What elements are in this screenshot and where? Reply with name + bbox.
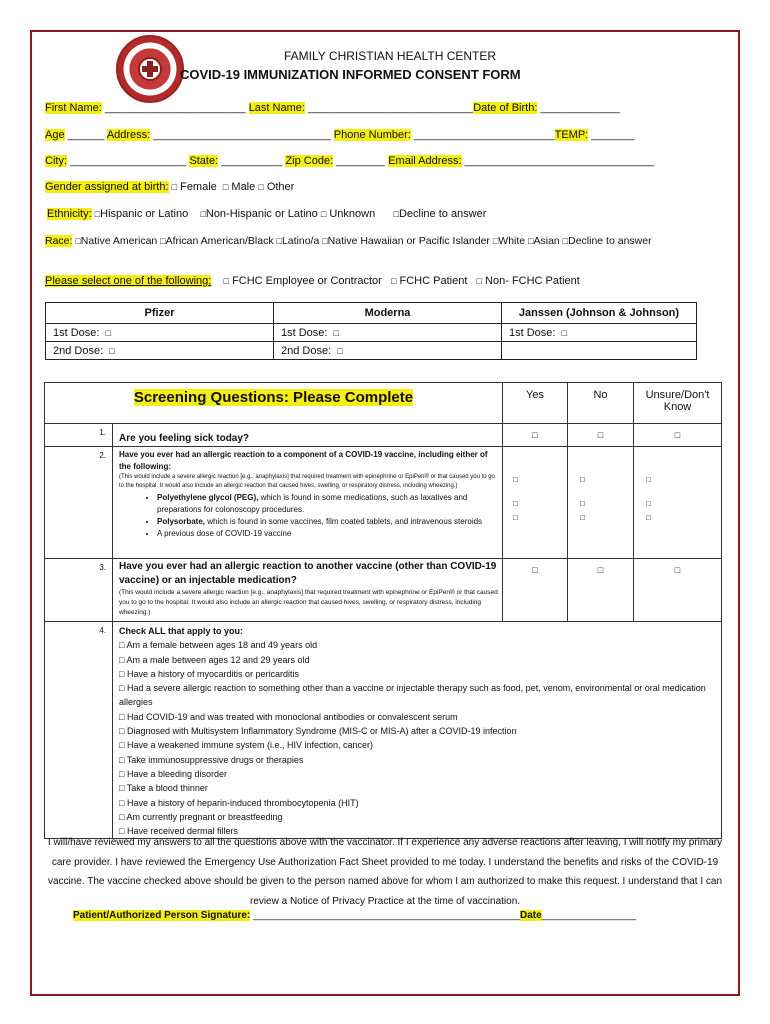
first-name-label: First Name: [45,102,102,114]
question-text: Have you ever had an allergic reaction to another vaccine (other than COVID-19 vaccine) or an injectable medication? [119,561,497,586]
last-name-field[interactable]: ___________________________ [308,102,474,114]
race-option: Latino/a [281,235,320,247]
q2-unsure-checkbox[interactable]: □ [646,513,651,522]
dob-field[interactable]: _____________ [540,102,620,114]
org-name: FAMILY CHRISTIAN HEALTH CENTER [284,49,497,63]
checklist-item[interactable]: □ Have a history of myocarditis or pericarditis [119,668,300,679]
checklist-item[interactable]: □ Have received dermal fillers [119,826,238,837]
gender-row [45,181,294,193]
ethnicity-label: Ethnicity: [47,208,92,220]
checklist-item[interactable]: □ Have a weakened immune system (i.e., HIV infection, cancer) [119,740,374,751]
ethnicity-option: Non-Hispanic or Latino [205,208,318,220]
ethnicity-row [47,208,486,220]
race-checkbox[interactable]: □ [276,236,282,246]
question-note: (This would include a severe allergic reaction [e.g., anaphylaxis] that required treatment with epinephrine or EpiPen® or that caused you to go to the hospital. It would also include an allergic reaction that caused hives, swelling, or respiratory distress, including wheezing.) [119,589,498,616]
dose1-label: 1st Dose: [281,326,328,339]
city-label: City: [45,155,67,167]
age-label: Age [45,129,65,141]
checklist-item[interactable]: □ Diagnosed with Multisystem Inflammatory Syndrome (MIS-C or MIS-A) after a COVID-19 infection [119,726,517,737]
age-field[interactable]: ______ [67,129,105,141]
list-item: • A previous dose of COVID-19 vaccine [157,528,498,540]
signature-label: Patient/Authorized Person Signature: [73,910,251,921]
race-row [45,234,715,249]
gender-male-checkbox[interactable]: □ [222,182,229,192]
race-option: Decline to [568,235,615,247]
q1-unsure-checkbox[interactable]: □ [674,430,681,440]
dose2-label: 2nd Dose: [53,344,104,357]
email-label: Email Address: [388,155,462,167]
screening-title: Screening Questions: Please Complete [133,389,414,406]
temp-field[interactable]: _______ [591,129,635,141]
checklist [113,622,722,839]
city-row [45,155,654,167]
signature-field[interactable]: ________________________________________________ [253,910,520,921]
checklist-item[interactable]: □ Take a blood thinner [119,783,208,794]
race-option: Asian [533,235,560,247]
status-option: FCHC Employee or Contractor [232,275,382,287]
race-label: Race: [45,235,73,247]
status-option: Non- FCHC Patient [485,275,580,287]
q3-yes-checkbox[interactable]: □ [532,565,538,575]
pfizer-dose1-checkbox[interactable]: □ [105,327,112,338]
form-title: COVID-19 IMMUNIZATION INFORMED CONSENT FORM [180,67,521,82]
ethnicity-checkbox[interactable]: □ [393,209,399,219]
checklist-item[interactable]: □ Had COVID-19 and was treated with monoclonal antibodies or convalescent serum [119,711,458,722]
ethnicity-checkbox[interactable]: □ [94,209,101,219]
status-option: FCHC Patient [399,275,468,287]
race-checkbox[interactable]: □ [562,236,569,246]
ethnicity-option: Unknown [329,208,376,220]
yes-header: Yes [503,383,568,424]
race-checkbox[interactable]: □ [75,236,81,246]
checklist-item[interactable]: □ Had a severe allergic reaction to something other than a vaccine or injectable therapy such as food, pet, venom, environmental or oral medication allergies [119,683,706,708]
address-field[interactable]: _____________________________ [153,129,331,141]
state-field[interactable]: __________ [221,155,283,167]
list-item: • Polyethylene glycol (PEG), which is found in some medications, such as laxatives and preparations for colonoscopy procedures. [157,492,498,516]
dose2-row [46,342,697,360]
q2-no-checkbox[interactable]: □ [580,513,585,522]
checklist-item[interactable]: □ Am a male between ages 12 and 29 years old [119,654,310,665]
moderna-dose2-checkbox[interactable]: □ [337,345,343,356]
unsure-header: Unsure/Don't Know [634,383,722,424]
race-option: African American/Black [165,235,274,247]
phone-label: Phone Number: [333,129,411,141]
question-row [45,424,722,447]
race-option: Native American [80,235,158,247]
race-option-wrap: answer [617,235,652,247]
question-row [45,559,722,622]
q3-no-checkbox[interactable]: □ [597,565,604,575]
question-row [45,447,722,559]
checklist-item[interactable]: □ Have a history of heparin-induced thrombocytopenia (HIT) [119,797,359,808]
race-option: White [498,235,526,247]
dose1-row [46,324,697,342]
q3-unsure-checkbox[interactable]: □ [674,565,681,575]
janssen-dose1-checkbox[interactable]: □ [561,327,568,338]
question-number: 1. [45,424,113,447]
race-option: Native Hawaiian or Pacific Islander [327,235,490,247]
screening-table [44,382,722,839]
gender-option: Male [231,181,256,193]
q2-no-checkbox[interactable]: □ [580,475,585,484]
no-header: No [568,383,634,424]
q2-yes-checkbox[interactable]: □ [513,513,518,522]
employee-checkbox[interactable]: □ [223,276,229,286]
city-field[interactable]: ___________________ [70,155,187,167]
ethnicity-option: Decline to answer [398,208,487,220]
question-note: (This would include a severe allergic reaction [e.g., anaphylaxis] that required treatment with epinephrine or EpiPen® or that caused you to go to the hospital. It would also include an allergic reaction that caused hives, swelling, or respiratory distress, including wheezing.) [119,474,495,489]
signature-row [73,910,636,921]
moderna-header: Moderna [274,303,502,324]
q2-unsure-checkbox[interactable]: □ [646,499,651,508]
checklist-item[interactable]: □ Take immunosuppressive drugs or therapies [119,754,304,765]
status-row [45,275,580,287]
ethnicity-checkbox[interactable]: □ [320,209,327,219]
dose2-label: 2nd Dose: [281,344,332,357]
state-label: State: [189,155,219,167]
gender-female-checkbox[interactable]: □ [171,182,178,192]
dob-label: Date of Birth: [473,102,538,114]
race-checkbox[interactable]: □ [492,236,499,246]
zip-field[interactable]: ________ [336,155,386,167]
gender-label: Gender assigned at birth: [45,181,169,193]
address-row [45,129,634,141]
question-number: 4. [45,622,113,839]
gender-option: Other [266,181,295,193]
pfizer-dose2-checkbox[interactable]: □ [109,345,115,356]
q1-no-checkbox[interactable]: □ [597,430,604,440]
phone-field[interactable]: _______________________ [413,129,555,141]
email-field[interactable]: _______________________________ [464,155,655,167]
ethnicity-checkbox[interactable]: □ [200,209,206,219]
q2-unsure-checkbox[interactable]: □ [646,475,651,484]
question-text: Have you ever had an allergic reaction to a component of a COVID-19 vaccine, including either of the following: [119,450,488,471]
consent-statement: I will/have reviewed my answers to all the questions above with the vaccinator. If I experience any adverse reactions after leaving, I will notify my primary care provider. I have reviewed the Emergency Use Authorization Fact Sheet provided to me today. I understand the benefits and risks of the COVID-19 vaccine. The vaccine checked above should be given to the person named above for whom I am authorized to make this request. I understand that I can review a Notice of Privacy Practice at the time of vaccination. [47,837,723,907]
q2-yes-checkbox[interactable]: □ [513,475,518,484]
component-list [119,492,498,540]
race-checkbox[interactable]: □ [322,236,328,246]
q2-no-checkbox[interactable]: □ [580,499,585,508]
patient-checkbox[interactable]: □ [391,276,397,286]
question-text: Are you feeling sick today? [119,433,250,444]
last-name-label: Last Name: [248,102,305,114]
checklist-item[interactable]: □ Am a female between ages 18 and 49 years old [119,640,318,651]
list-item: • Polysorbate, which is found in some vaccines, film coated tablets, and intravenous steroids [157,516,498,528]
first-name-field[interactable]: _______________________ [104,102,246,114]
zip-label: Zip Code: [285,155,334,167]
checklist-item[interactable]: □ Have a bleeding disorder [119,768,228,779]
pfizer-header: Pfizer [46,303,274,324]
checklist-item[interactable]: □ Am currently pregnant or breastfeeding [119,811,283,822]
fchc-seal-logo [116,35,184,103]
dose1-label: 1st Dose: [509,326,556,339]
vaccine-table [45,302,697,360]
non-patient-checkbox[interactable]: □ [476,276,482,286]
ethnicity-option: Hispanic or Latino [100,208,189,220]
question-number: 2. [45,447,113,559]
janssen-header: Janssen (Johnson & Johnson) [502,303,697,324]
question-text: Check ALL that apply to you: [119,626,244,636]
question-number: 3. [45,559,113,622]
race-checkbox[interactable]: □ [160,236,166,246]
date-label: Date [519,910,542,921]
temp-label: TEMP: [554,129,589,141]
moderna-dose1-checkbox[interactable]: □ [333,327,340,338]
address-label: Address: [106,129,151,141]
status-label: Please select one of the following: [45,275,212,287]
q1-yes-checkbox[interactable]: □ [532,430,538,440]
date-field[interactable]: _________________ [541,910,637,921]
dose1-label: 1st Dose: [53,326,100,339]
question-row [45,622,722,839]
gender-option: Female [180,181,217,193]
q2-yes-checkbox[interactable]: □ [513,499,518,508]
gender-other-checkbox[interactable]: □ [258,182,264,192]
name-row [45,102,620,114]
race-checkbox[interactable]: □ [528,236,534,246]
